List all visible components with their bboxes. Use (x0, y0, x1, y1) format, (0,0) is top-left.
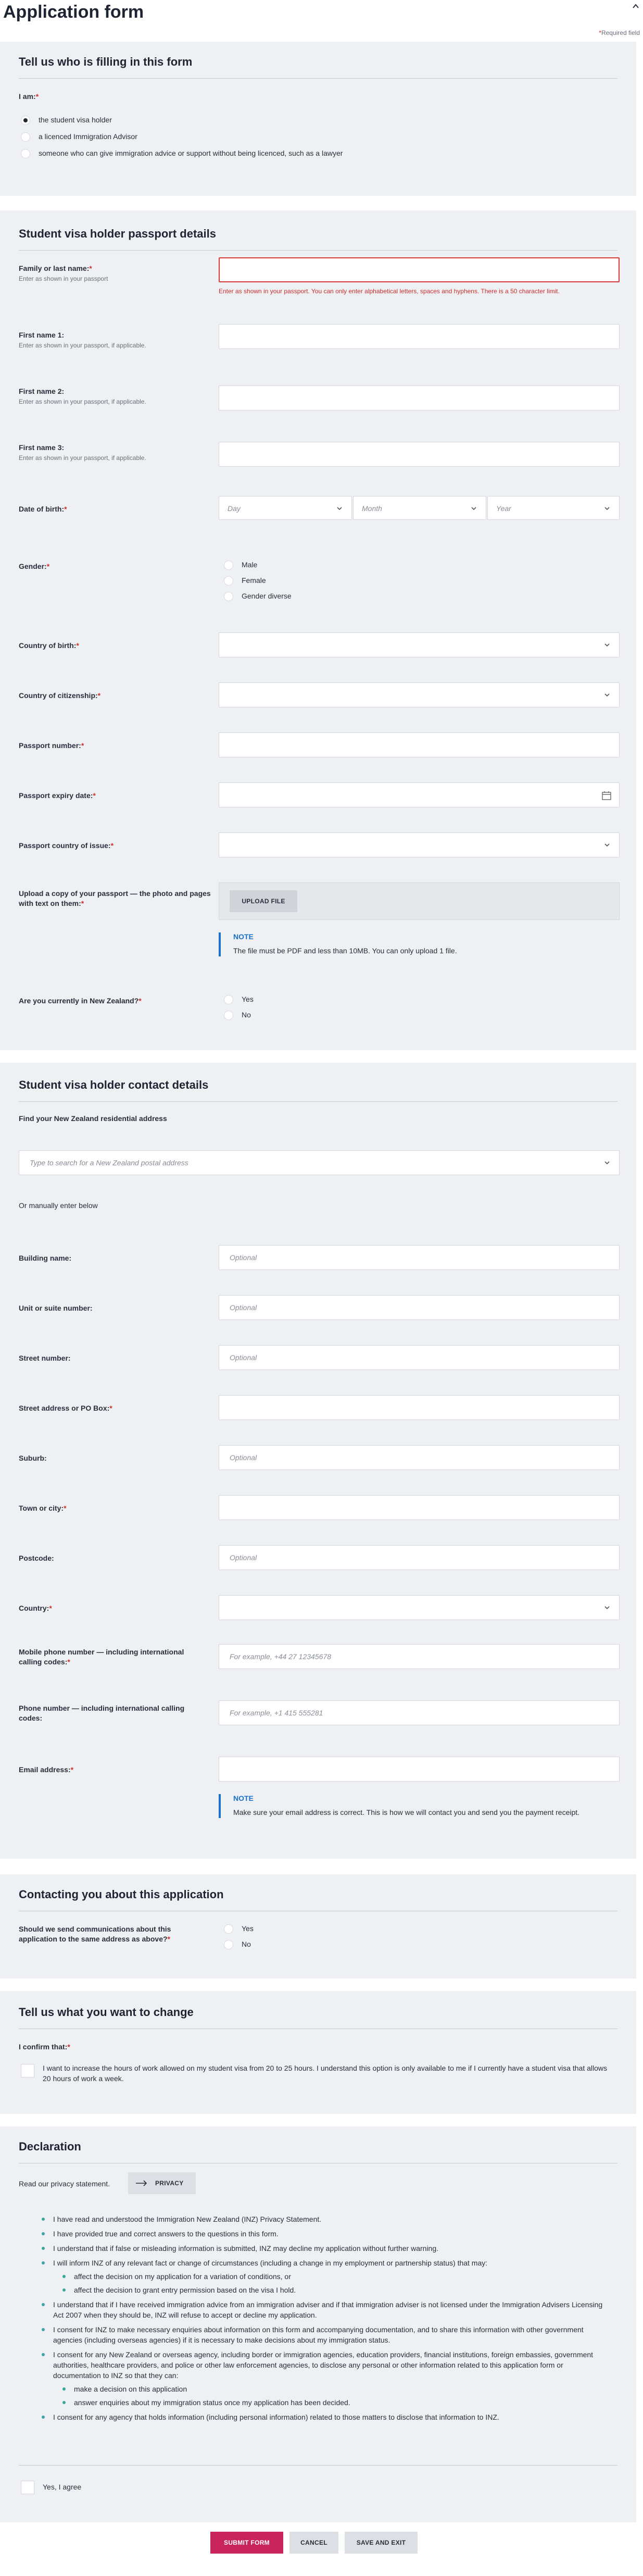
first-name2-label: First name 2: (19, 387, 65, 395)
mobile-label-text: Mobile phone number — including international calling codes: (19, 1648, 184, 1666)
section-title: Contacting you about this application (19, 1888, 224, 1901)
declaration-item (42, 2243, 604, 2254)
country-birth-select[interactable] (219, 632, 620, 657)
first-name3-label: First name 3: (19, 443, 65, 452)
section-title: Tell us who is filling in this form (19, 55, 193, 68)
submit-form-button[interactable]: SUBMIT FORM (210, 2532, 283, 2554)
chevron-down-icon (603, 1159, 611, 1166)
radio-dot[interactable] (224, 592, 233, 601)
required-star: * (81, 899, 84, 907)
required-field-note (599, 29, 640, 36)
increase-hours-checkbox[interactable] (21, 2064, 34, 2077)
required-star: * (64, 1504, 67, 1512)
dob-input-group (219, 496, 620, 521)
street-number-placeholder: Optional (230, 1353, 257, 1362)
privacy-text: Read our privacy statement. (19, 2180, 110, 2188)
confirm-label (19, 2042, 206, 2052)
radio-label: No (242, 1011, 251, 1019)
mobile-input[interactable] (219, 1644, 620, 1669)
required-note-text: Required field (601, 29, 640, 36)
required-star: * (167, 1935, 170, 1943)
mobile-label (19, 1647, 206, 1667)
chevron-down-icon (603, 505, 611, 512)
town-input[interactable] (219, 1495, 620, 1520)
passport-number-input[interactable] (219, 732, 620, 757)
declaration-text: I understand that if I have received immigration advice from an immigration adviser and if that immigration adviser is not licensed under the Immigration Advisers Licensing Act 2007 when they should be, INZ will refuse to accept or decline my application. (53, 2300, 603, 2319)
gender-label-text: Gender: (19, 562, 47, 570)
passport-expiry-label-text: Passport expiry date: (19, 791, 93, 800)
address-search-placeholder: Type to search for a New Zealand postal address (30, 1159, 188, 1167)
email-label-text: Email address: (19, 1765, 71, 1774)
radio-dot[interactable] (224, 995, 233, 1004)
declaration-text: I consent for any agency that holds information (including personal information) related to those matters to disclose that information to INZ. (53, 2413, 499, 2421)
family-name-input[interactable] (219, 257, 620, 282)
upload-label (19, 889, 211, 909)
town-label (19, 1503, 206, 1513)
section-declaration (0, 2126, 636, 2522)
first-name1-hint: Enter as shown in your passport, if applicable. (19, 342, 146, 349)
suburb-input[interactable] (219, 1445, 620, 1470)
divider (19, 1101, 617, 1102)
section-title: Declaration (19, 2140, 81, 2153)
country-citizenship-label-text: Country of citizenship: (19, 691, 98, 700)
country-select[interactable] (219, 1595, 620, 1620)
phone-label: Phone number — including international calling codes: (19, 1704, 185, 1722)
passport-country-select[interactable] (219, 832, 620, 857)
dob-day-placeholder: Day (228, 504, 241, 513)
declaration-subitem (62, 2384, 604, 2394)
town-label-text: Town or city: (19, 1504, 64, 1512)
country-birth-label-text: Country of birth: (19, 641, 77, 650)
dob-label-text: Date of birth: (19, 505, 65, 513)
confirm-label-text: I confirm that: (19, 2043, 68, 2051)
section-contacting-you (0, 1874, 636, 1978)
upload-file-button[interactable]: UPLOAD FILE (230, 890, 297, 912)
required-star: * (81, 741, 84, 750)
required-star: * (67, 1658, 70, 1666)
email-label (19, 1765, 206, 1775)
declaration-subitem (62, 2397, 604, 2408)
declaration-item (42, 2229, 604, 2239)
mobile-placeholder: For example, +44 27 12345678 (230, 1652, 331, 1661)
postcode-input[interactable] (219, 1545, 620, 1570)
dob-label (19, 504, 206, 514)
declaration-text: I have read and understood the Immigration New Zealand (INZ) Privacy Statement. (53, 2215, 322, 2223)
declaration-item (42, 2214, 604, 2224)
radio-label: No (242, 1940, 251, 1948)
required-star: * (35, 92, 39, 101)
chevron-up-icon[interactable] (632, 2, 640, 10)
unit-input[interactable] (219, 1295, 620, 1320)
family-name-error: Enter as shown in your passport. You can only enter alphabetical letters, spaces and hyphens. There is a 50 character limit. (219, 288, 560, 295)
country-citizenship-label (19, 691, 206, 701)
family-name-label-text: Family or last name: (19, 264, 90, 272)
section-title: Tell us what you want to change (19, 2006, 194, 2019)
declaration-subitem (62, 2271, 604, 2282)
declaration-subtext: make a decision on this application (74, 2385, 187, 2393)
passport-country-label (19, 841, 206, 851)
i-am-label-text: I am: (19, 92, 36, 101)
chevron-down-icon (603, 641, 611, 649)
radio-label: Female (242, 576, 266, 584)
country-label-text: Country: (19, 1604, 49, 1612)
privacy-button-label: PRIVACY (155, 2180, 184, 2187)
page-title: Application form (3, 2, 144, 22)
section-title: Student visa holder passport details (19, 227, 216, 240)
radio-label: the student visa holder (39, 116, 112, 124)
dob-year-placeholder: Year (496, 504, 511, 513)
declaration-list (42, 2214, 604, 2426)
building-placeholder: Optional (230, 1253, 257, 1262)
upload-note (219, 932, 620, 956)
declaration-subtext: answer enquiries about my immigration status once my application has been decided. (74, 2398, 350, 2407)
required-star: * (89, 264, 92, 272)
declaration-subtext: affect the decision to grant entry permission based on the visa I hold. (74, 2286, 296, 2294)
postcode-placeholder: Optional (230, 1553, 257, 1562)
street-address-label-text: Street address or PO Box: (19, 1404, 110, 1412)
required-star: * (76, 641, 79, 650)
divider (19, 250, 617, 251)
required-star: * (93, 791, 96, 800)
dob-month-placeholder: Month (362, 504, 382, 513)
email-note (219, 1794, 620, 1818)
street-address-input[interactable] (219, 1395, 620, 1420)
note-title: NOTE (233, 1794, 254, 1802)
radio-dot[interactable] (224, 576, 233, 586)
divider (19, 2465, 617, 2466)
required-star: * (97, 691, 101, 700)
declaration-text: I will inform INZ of any relevant fact or change of circumstances (including a change in my employment or partnership status) that may: (53, 2259, 488, 2267)
required-star: * (64, 505, 67, 513)
building-input[interactable] (219, 1245, 620, 1270)
radio-label: Yes (242, 995, 254, 1003)
suburb-placeholder: Optional (230, 1453, 257, 1462)
i-am-label (19, 92, 206, 102)
agree-checkbox[interactable] (21, 2481, 34, 2494)
declaration-text: I consent for INZ to make necessary enquiries about information on this form and accompanying documentation, and to share this information with other government agencies (including overseas agencies) if it is necessary to make decisions about my immigration status. (53, 2325, 584, 2344)
section-contact-details (0, 1063, 636, 1859)
declaration-subtext: affect the decision on my application for a variation of conditions, or (74, 2272, 291, 2281)
calendar-icon[interactable] (601, 790, 612, 801)
required-star: * (110, 841, 114, 850)
passport-country-label-text: Passport country of issue: (19, 841, 111, 850)
first-name3-input[interactable] (219, 442, 620, 467)
required-star: * (109, 1404, 112, 1412)
declaration-item (42, 2299, 604, 2320)
phone-placeholder: For example, +1 415 555281 (230, 1709, 323, 1717)
required-star: * (138, 997, 142, 1005)
required-star: * (49, 1604, 52, 1612)
radio-dot[interactable] (21, 116, 30, 125)
radio-label: Male (242, 561, 258, 569)
radio-label: Yes (242, 1924, 254, 1933)
unit-label: Unit or suite number: (19, 1304, 93, 1312)
arrow-right-icon (135, 2180, 148, 2186)
first-name1-label: First name 1: (19, 331, 65, 339)
gender-label (19, 562, 206, 571)
save-and-exit-button[interactable]: SAVE AND EXIT (345, 2532, 418, 2554)
same-address-label-text: Should we send communications about this application to the same address as above? (19, 1925, 171, 1943)
radio-dot[interactable] (21, 149, 30, 158)
declaration-text: I have provided true and correct answers to the questions in this form. (53, 2230, 279, 2238)
address-search-input[interactable] (19, 1150, 620, 1175)
street-address-label (19, 1403, 206, 1413)
required-star: * (599, 29, 601, 36)
agree-text: Yes, I agree (43, 2483, 82, 2491)
radio-label: Gender diverse (242, 592, 292, 600)
declaration-item (42, 2412, 604, 2422)
section-title: Student visa holder contact details (19, 1078, 209, 1091)
declaration-subitem (62, 2285, 604, 2295)
building-label: Building name: (19, 1254, 72, 1262)
cancel-button[interactable]: CANCEL (289, 2532, 338, 2554)
passport-number-label (19, 741, 206, 751)
dob-month-select[interactable] (353, 496, 486, 520)
in-nz-label (19, 996, 206, 1006)
first-name2-hint: Enter as shown in your passport, if applicable. (19, 398, 146, 405)
unit-placeholder: Optional (230, 1303, 257, 1312)
country-birth-label (19, 641, 206, 651)
increase-hours-text: I want to increase the hours of work allowed on my student visa from 20 to 25 hours. I understand this option is only available to me if I currently have a student visa that allows 20 hours of work a week. (43, 2064, 608, 2083)
declaration-item (42, 2349, 604, 2408)
radio-dot[interactable] (224, 561, 233, 570)
street-number-label: Street number: (19, 1354, 71, 1362)
declaration-text: I understand that if false or misleading information is submitted, INZ may decline my application without further warning. (53, 2244, 439, 2253)
suburb-label: Suburb: (19, 1454, 47, 1462)
street-number-input[interactable] (219, 1345, 620, 1370)
required-star: * (67, 2043, 70, 2051)
first-name3-hint: Enter as shown in your passport, if applicable. (19, 454, 146, 462)
declaration-text: I consent for any New Zealand or overseas agency, including border or immigration agencies, education providers, financial institutions, foreign embassies, government authorities, healthcare providers, and police or other law enforcement agencies, to disclose any personal or other information related to this application form or documentation to INZ so that they can: (53, 2350, 594, 2380)
chevron-down-icon (470, 505, 477, 512)
postcode-label: Postcode: (19, 1554, 54, 1562)
radio-dot[interactable] (224, 1924, 233, 1934)
radio-label: someone who can give immigration advice or support without being licenced, such as a lawyer (39, 149, 343, 157)
phone-input[interactable] (219, 1700, 620, 1725)
radio-label: a licenced Immigration Advisor (39, 132, 137, 141)
email-input[interactable] (219, 1757, 620, 1782)
dob-year-select[interactable] (487, 496, 620, 520)
country-label (19, 1603, 206, 1613)
privacy-button[interactable] (128, 2172, 196, 2194)
section-passport-details (0, 210, 636, 1050)
chevron-down-icon (603, 691, 611, 699)
section-what-to-change (0, 1991, 636, 2114)
first-name2-input[interactable] (219, 385, 620, 410)
same-address-label (19, 1924, 211, 1944)
upload-panel (219, 882, 620, 920)
in-nz-label-text: Are you currently in New Zealand? (19, 997, 139, 1005)
note-title: NOTE (233, 932, 254, 941)
section-who-filling (0, 42, 636, 196)
upload-label-text: Upload a copy of your passport — the photo and pages with text on them: (19, 889, 211, 907)
chevron-down-icon (603, 841, 611, 849)
chevron-down-icon (603, 1604, 611, 1611)
declaration-item (42, 2258, 604, 2295)
passport-number-label-text: Passport number: (19, 741, 81, 750)
radio-dot[interactable] (21, 132, 30, 142)
radio-dot[interactable] (224, 1011, 233, 1020)
radio-dot[interactable] (224, 1940, 233, 1949)
family-name-label (19, 264, 206, 273)
dob-day-select[interactable] (219, 496, 352, 520)
first-name1-input[interactable] (219, 324, 620, 349)
required-star: * (70, 1765, 74, 1774)
declaration-item (42, 2324, 604, 2345)
note-body: The file must be PDF and less than 10MB. You can only upload 1 file. (233, 947, 457, 955)
chevron-down-icon (336, 505, 343, 512)
passport-expiry-label (19, 791, 206, 801)
note-body: Make sure your email address is correct. This is how we will contact you and send you the payment receipt. (233, 1808, 580, 1816)
find-address-label: Find your New Zealand residential address (19, 1114, 167, 1123)
required-star: * (46, 562, 50, 570)
family-name-hint: Enter as shown in your passport (19, 275, 108, 282)
country-citizenship-select[interactable] (219, 682, 620, 707)
manual-entry-text: Or manually enter below (19, 1201, 98, 1210)
divider (19, 78, 617, 79)
passport-expiry-input[interactable] (219, 782, 620, 807)
